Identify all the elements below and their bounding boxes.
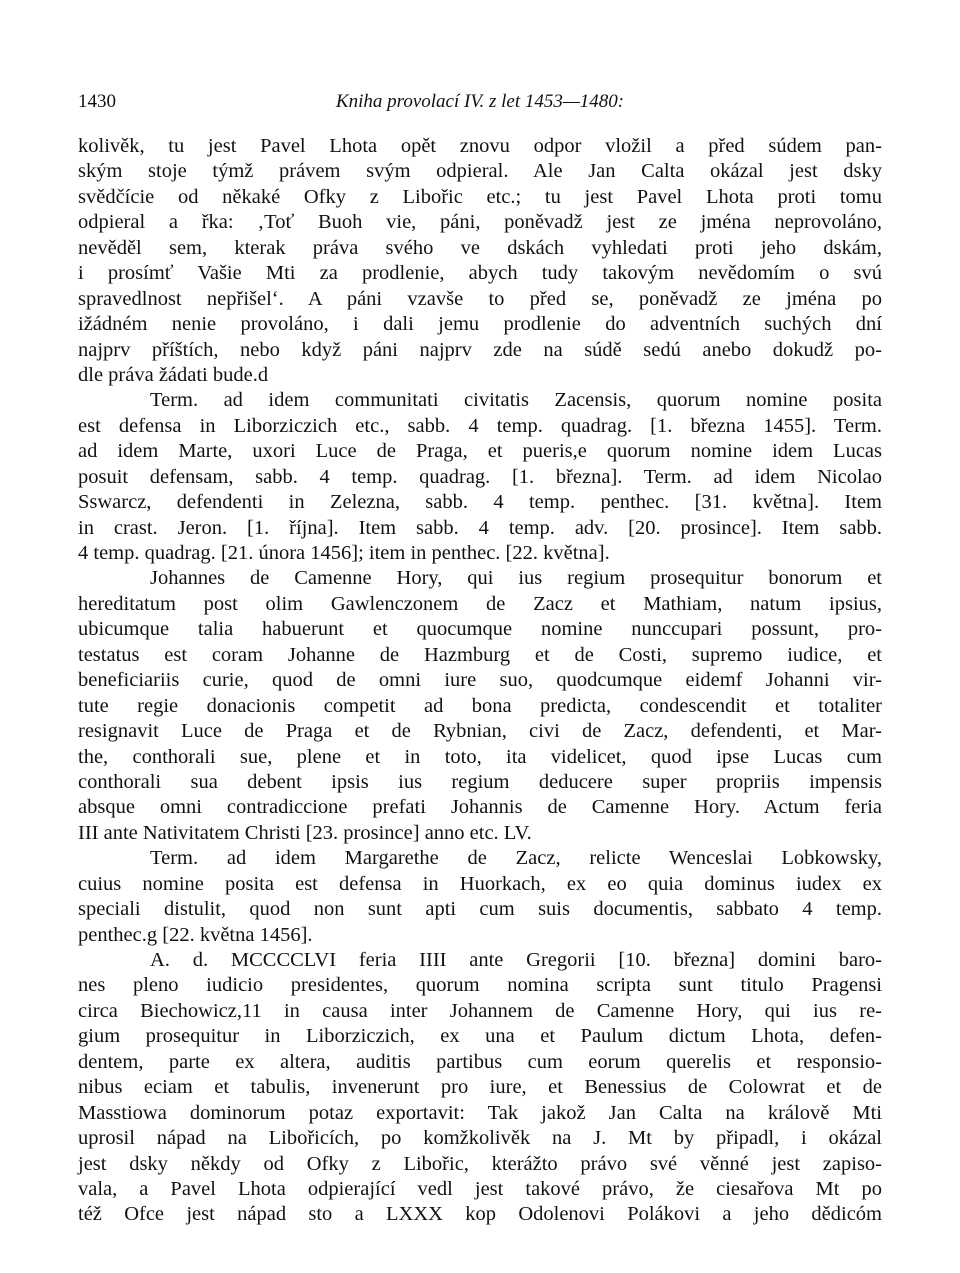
text-line: jest dsky někdy od Ofky z Libořic, kterážto právo své věnné jest zapiso- xyxy=(78,1152,882,1175)
text-line: the, conthorali sue, plene et in toto, ita videlicet, quod ipse Lucas cum xyxy=(78,745,882,768)
text-line: odpieral a řka: ‚Toť Buoh vie, páni, poněvadž jest ze jména neprovoláno, xyxy=(78,211,882,234)
text-line: spravedlnost nepřišel‘. A páni vzavše to před se, poněvadž ze jména po xyxy=(78,287,882,310)
text-line: conthorali sua debent ipsis ius regium deducere super propriis impensis xyxy=(78,770,882,793)
text-line: Term. ad idem communitati civitatis Zacensis, quorum nomine posita xyxy=(150,389,882,412)
text-line: kolivěk, tu jest Pavel Lhota opět znovu odpor vložil a před súdem pan- xyxy=(78,135,882,157)
text-line: circa Biechowicz,11 in causa inter Johannem de Camenne Hory, qui ius re- xyxy=(78,999,882,1022)
body-text xyxy=(78,134,882,1228)
text-line: absque omni contradiccione prefati Johannis de Camenne Hory. Actum feria xyxy=(78,796,882,819)
text-line: beneficiariis curie, quod de omni iure suo, quodcumque eidemf Johanni vir- xyxy=(78,669,882,692)
text-line: svědčície od někaké Ofky z Libořic etc.; tu jest Pavel Lhota proti tomu xyxy=(78,185,882,208)
text-line: Term. ad idem Margarethe de Zacz, relicte Wenceslai Lobkowsky, xyxy=(150,847,882,870)
text-line: tute regie donacionis competit ad bona predicta, condescendit et totaliter xyxy=(78,694,882,717)
text-line: ubicumque talia habuerunt et quocumque nomine nunccupari possunt, pro- xyxy=(78,618,882,641)
text-line: ižádném nenie provoláno, i dali jemu prodlenie do adventních suchých dní xyxy=(78,313,882,336)
text-line: též Ofce jest nápad sto a LXXX kop Odolenovi Polákovi a jeho dědicóm xyxy=(78,1203,882,1226)
text-line: ad idem Marte, uxori Luce de Praga, et pueris,e quorum nomine idem Lucas xyxy=(78,440,882,463)
text-line: 4 temp. quadrag. [21. února 1456]; item in penthec. [22. května]. xyxy=(78,542,610,564)
text-line: ským stoje týmž právem svým odpieral. Ale Jan Calta okázal jest dsky xyxy=(78,160,882,183)
text-line: dle práva žádati bude.d xyxy=(78,363,269,386)
running-title: Kniha provolací IV. z let 1453—1480: xyxy=(335,91,625,112)
text-line: Sswarcz, defendenti in Zelezna, sabb. 4 temp. penthec. [31. května]. Item xyxy=(78,491,882,514)
text-line: Johannes de Camenne Hory, qui ius regium prosequitur bonorum et xyxy=(150,567,882,590)
text-line: nevěděl sem, kterak práva svého ve dskách vyhledati proti jeho dskám, xyxy=(78,236,882,259)
text-line: gium prosequitur in Liborziczich, ex una et Paulum dictum Lhota, defen- xyxy=(78,1025,882,1048)
text-line: dentem, parte ex altera, auditis partibus cum eorum querelis et responsio- xyxy=(78,1050,882,1073)
text-line: uprosil nápad na Libořicích, po komžkolivěk na J. Mt by připadl, i okázal xyxy=(78,1127,882,1150)
text-line: Masstiowa dominorum potaz exportavit: Tak jakož Jan Calta na králově Mti xyxy=(78,1101,882,1124)
text-line: resignavit Luce de Praga et de Rybnian, civi de Zacz, defendenti, et Mar- xyxy=(78,720,882,743)
text-line: speciali distulit, quod non sunt apti cum suis documentis, sabbato 4 temp. xyxy=(78,898,882,921)
text-line: najprv příštích, nebo když páni najprv zde na súdě sedú anebo dokudž po- xyxy=(78,338,882,361)
text-line: i prosímť Vašie Mti za prodlenie, abych tudy takovým nevědomím o svú xyxy=(78,262,882,285)
text-line: penthec.g [22. května 1456]. xyxy=(78,923,313,946)
text-line: testatus est coram Johanne de Hazmburg et de Costi, supremo iudice, et xyxy=(78,643,882,666)
text-line: in crast. Jeron. [1. října]. Item sabb. 4 temp. adv. [20. prosince]. Item sabb. xyxy=(78,516,882,539)
text-line: III ante Nativitatem Christi [23. prosince] anno etc. LV. xyxy=(78,821,532,844)
text-line: vala, a Pavel Lhota odpierající vedl jest takové právo, že ciesařova Mt po xyxy=(78,1177,882,1200)
text-line: nes pleno iudicio presidentes, quorum nomina scripta sunt titulo Pragensi xyxy=(78,974,882,997)
page-header xyxy=(78,88,882,116)
text-line: nibus eciam et tabulis, invenerunt pro iure, et Benessius de Colowrat et de xyxy=(78,1076,882,1099)
text-line: hereditatum post olim Gawlenczonem de Zacz et Mathiam, natum ipsius, xyxy=(78,592,882,615)
text-line: posuit defensam, sabb. 4 temp. quadrag. [1. března]. Term. ad idem Nicolao xyxy=(78,465,882,488)
text-line: est defensa in Liborziczich etc., sabb. 4 temp. quadrag. [1. března 1455]. Term. xyxy=(78,414,882,437)
page-number: 1430 xyxy=(78,91,116,112)
text-line: A. d. MCCCCLVI feria IIII ante Gregorii [10. března] domini baro- xyxy=(150,949,882,971)
text-line: cuius nomine posita est defensa in Huorkach, ex eo quia dominus iudex ex xyxy=(78,872,882,895)
